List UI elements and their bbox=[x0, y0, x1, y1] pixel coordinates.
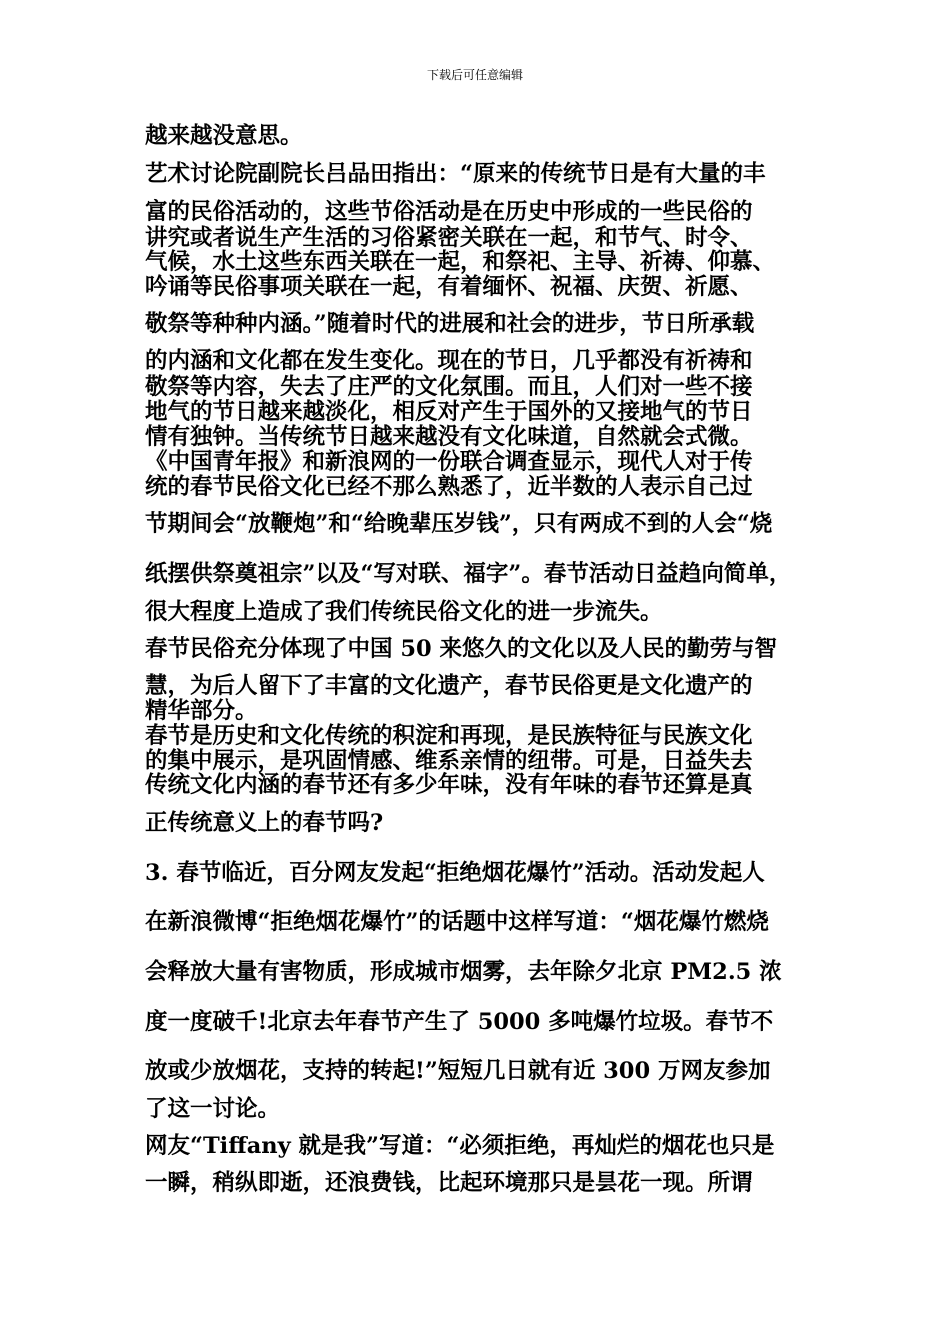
text-line: 吟诵等民俗事项关联在一起，有着缅怀、祝福、庆贺、祈愿、 bbox=[145, 274, 753, 300]
text-line: 纸摆供祭奠祖宗”以及“写对联、福字”。春节活动日益趋向简单， bbox=[145, 561, 792, 587]
text-line: 会释放大量有害物质，形成城市烟雾，去年除夕北京 PM2.5 浓 bbox=[145, 959, 782, 985]
page-header: 下载后可任意编辑 bbox=[426, 68, 523, 82]
text-line: 网友“Tiffany 就是我”写道：“必须拒绝，再灿烂的烟花也只是 bbox=[145, 1133, 775, 1159]
text-line: 3. 春节临近，百分网友发起“拒绝烟花爆竹”活动。活动发起人 bbox=[145, 860, 765, 886]
text-line: 传统文化内涵的春节还有多少年味，没有年味的春节还算是真 bbox=[145, 772, 753, 798]
text-line: 地气的节日越来越淡化，相反对产生于国外的又接地气的节日 bbox=[145, 399, 753, 425]
text-line: 《中国青年报》和新浪网的一份联合调查显示，现代人对于传 bbox=[145, 449, 753, 475]
text-line: 一瞬，稍纵即逝，还浪费钱，比起环境那只是昙花一现。所谓 bbox=[145, 1170, 753, 1196]
text-line: 精华部分。 bbox=[145, 698, 258, 724]
text-line: 越来越没意思。 bbox=[145, 123, 303, 149]
text-line: 敬祭等种种内涵。”随着时代的进展和社会的进步，节日所承载 bbox=[145, 311, 755, 337]
text-line: 度一度破千!北京去年春节产生了 5000 多吨爆竹垃圾。春节不 bbox=[145, 1009, 774, 1035]
text-line: 情有独钟。当传统节日越来越没有文化味道，自然就会式微。 bbox=[145, 424, 753, 450]
text-line: 气候，水土这些东西关联在一起，和祭祀、主导、祈祷、仰慕、 bbox=[145, 249, 776, 275]
text-line: 的集中展示，是巩固情感、维系亲情的纽带。可是，日益失去 bbox=[145, 748, 753, 774]
text-line: 统的春节民俗文化已经不那么熟悉了，近半数的人表示自己过 bbox=[145, 474, 753, 500]
text-line: 放或少放烟花，支持的转起!”短短几日就有近 300 万网友参加 bbox=[145, 1058, 771, 1084]
text-line: 在新浪微博“拒绝烟花爆竹”的话题中这样写道：“烟花爆竹燃烧 bbox=[145, 909, 769, 935]
text-line: 慧，为后人留下了丰富的文化遗产，春节民俗更是文化遗产的 bbox=[145, 673, 753, 699]
text-line: 春节是历史和文化传统的积淀和再现，是民族特征与民族文化 bbox=[145, 723, 753, 749]
text-line: 了这一讨论。 bbox=[145, 1096, 281, 1122]
text-line: 富的民俗活动的，这些节俗活动是在历史中形成的一些民俗的 bbox=[145, 199, 753, 225]
text-line: 艺术讨论院副院长吕品田指出：“原来的传统节日是有大量的丰 bbox=[145, 161, 766, 187]
text-line: 正传统意义上的春节吗? bbox=[145, 810, 384, 836]
text-line: 敬祭等内容，失去了庄严的文化氛围。而且，人们对一些不接 bbox=[145, 374, 753, 400]
text-line: 讲究或者说生产生活的习俗紧密关联在一起，和节气、时令、 bbox=[145, 225, 753, 251]
text-line: 的内涵和文化都在发生变化。现在的节日，几乎都没有祈祷和 bbox=[145, 348, 753, 374]
text-line: 很大程度上造成了我们传统民俗文化的进一步流失。 bbox=[145, 599, 663, 625]
text-line: 节期间会“放鞭炮”和“给晚辈压岁钱”，只有两成不到的人会“烧 bbox=[145, 511, 773, 537]
text-line: 春节民俗充分体现了中国 50 来悠久的文化以及人民的勤劳与智 bbox=[145, 636, 777, 662]
